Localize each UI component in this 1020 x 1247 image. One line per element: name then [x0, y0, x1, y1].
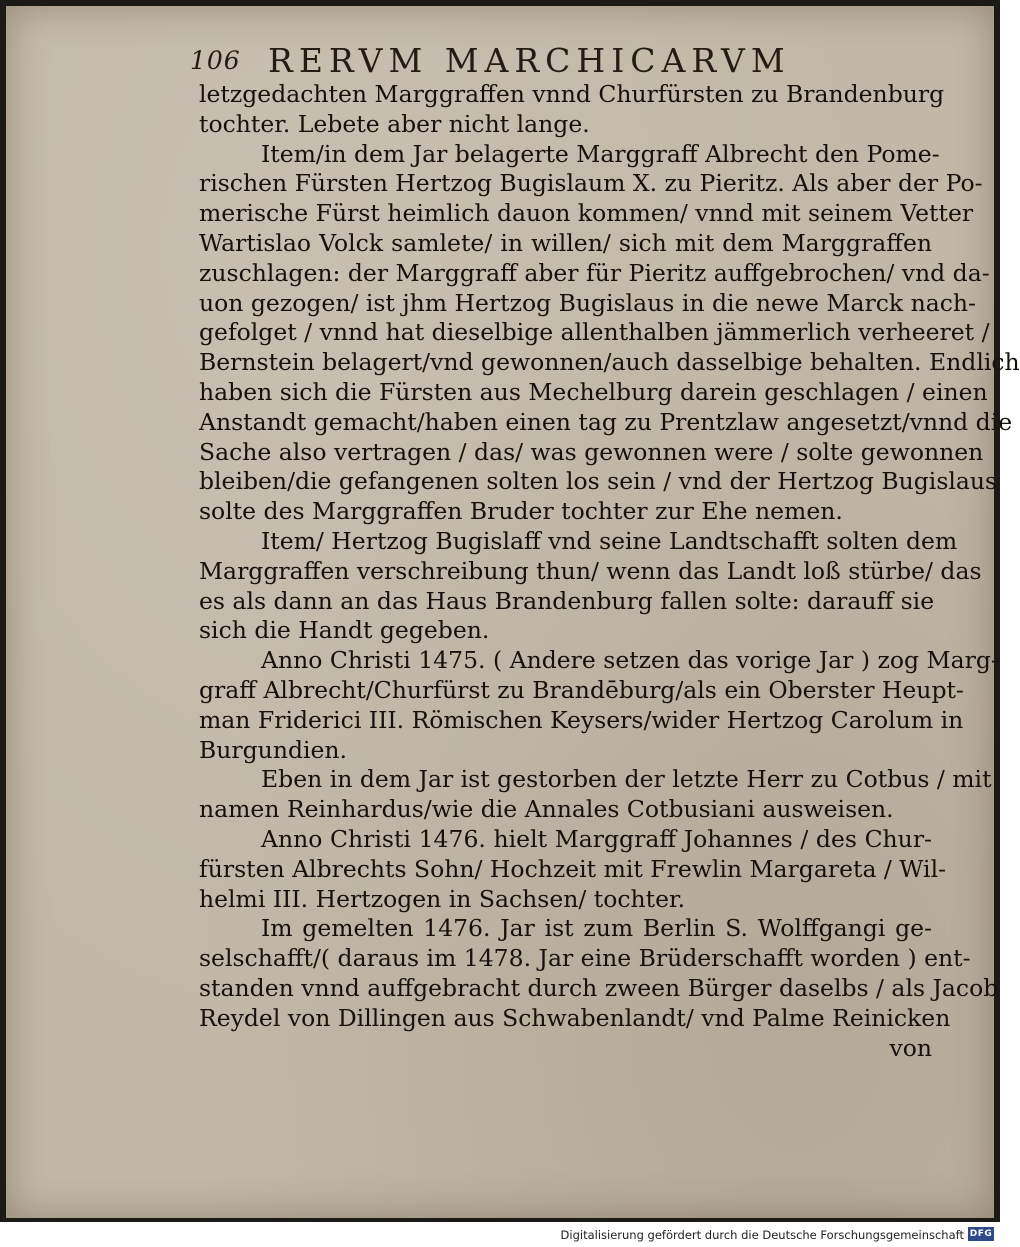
text-line: Anno Christi 1476. hielt Marggraff Johannes / des Chur-: [261, 824, 932, 853]
text-line: letzgedachten Marggraffen vnnd Churfürsten zu Brandenburg: [199, 80, 945, 108]
digitization-footer: [0, 1222, 1000, 1247]
text-line: Im gemelten 1476. Jar ist zum Berlin S. Wolffgangi ge-: [261, 914, 932, 943]
text-line: gefolget / vnnd hat dieselbige allenthalben jämmerlich verheeret /: [199, 318, 990, 347]
text-line: es als dann an das Haus Brandenburg fallen solte: darauff sie: [199, 586, 935, 615]
page-header: [190, 38, 950, 82]
text-line: von: [889, 1033, 932, 1062]
text-line: fürsten Albrechts Sohn/ Hochzeit mit Frewlin Margareta / Wil-: [199, 854, 947, 883]
text-line: Wartislao Volck samlete/ in willen/ sich mit dem Marggraffen: [199, 228, 932, 257]
text-line: Eben in dem Jar ist gestorben der letzte Herr zu Cotbus / mit: [261, 765, 992, 794]
text-line: helmi III. Hertzogen in Sachsen/ tochter.: [199, 884, 686, 913]
body-text: [199, 80, 1020, 1063]
text-line: merische Fürst heimlich dauon kommen/ vnnd mit seinem Vetter: [199, 199, 974, 228]
text-line: Burgundien.: [199, 735, 348, 764]
text-line: zuschlagen: der Marggraff aber für Pieritz auffgebrochen/ vnd da-: [199, 258, 990, 287]
running-head: RERVM MARCHICARVM: [268, 41, 791, 80]
text-line: Anno Christi 1475. ( Andere setzen das vorige Jar ) zog Marg-: [261, 646, 999, 675]
text-line: Anstandt gemacht/haben einen tag zu Prentzlaw angesetzt/vnnd die: [199, 407, 1013, 436]
page-number: 106: [190, 46, 241, 75]
text-line: namen Reinhardus/wie die Annales Cotbusiani ausweisen.: [199, 795, 894, 824]
text-line: solte des Marggraffen Bruder tochter zur Ehe nemen.: [199, 497, 843, 526]
book-page: [6, 6, 1020, 1218]
text-line: Item/in dem Jar belagerte Marggraff Albrecht den Pome-: [261, 139, 940, 168]
text-line: selschafft/( daraus im 1478. Jar eine Brüderschafft worden ) ent-: [199, 944, 971, 973]
text-line: uon gezogen/ ist jhm Hertzog Bugislaus in die newe Marck nach-: [199, 288, 976, 317]
text-line: man Friderici III. Römischen Keysers/wider Hertzog Carolum in: [199, 705, 964, 734]
text-line: Sache also vertragen / das/ was gewonnen were / solte gewonnen: [199, 437, 984, 466]
text-line: Reydel von Dillingen aus Schwabenlandt/ vnd Palme Reinicken: [199, 1003, 951, 1032]
text-line: tochter. Lebete aber nicht lange.: [199, 109, 590, 138]
text-line: Marggraffen verschreibung thun/ wenn das Landt loß stürbe/ das: [199, 556, 982, 585]
dfg-logo-icon: DFG: [969, 1229, 993, 1239]
text-line: Bernstein belagert/vnd gewonnen/auch dasselbige behalten. Endlich: [199, 348, 1020, 377]
text-line: rischen Fürsten Hertzog Bugislaum X. zu Pieritz. Als aber der Po-: [199, 169, 983, 198]
text-line: graff Albrecht/Churfürst zu Brandēburg/als ein Oberster Heupt-: [199, 675, 964, 704]
text-line: standen vnnd auffgebracht durch zween Bürger daselbs / als Jacob: [199, 973, 999, 1002]
text-line: Item/ Hertzog Bugislaff vnd seine Landtschafft solten dem: [261, 526, 958, 555]
text-line: bleiben/die gefangenen solten los sein / vnd der Hertzog Bugislaus: [199, 467, 998, 496]
funding-notice: Digitalisierung gefördert durch die Deutsche Forschungsgemeinschaft: [560, 1228, 964, 1242]
text-line: sich die Handt gegeben.: [199, 616, 490, 645]
text-line: haben sich die Fürsten aus Mechelburg darein geschlagen / einen: [199, 377, 988, 406]
